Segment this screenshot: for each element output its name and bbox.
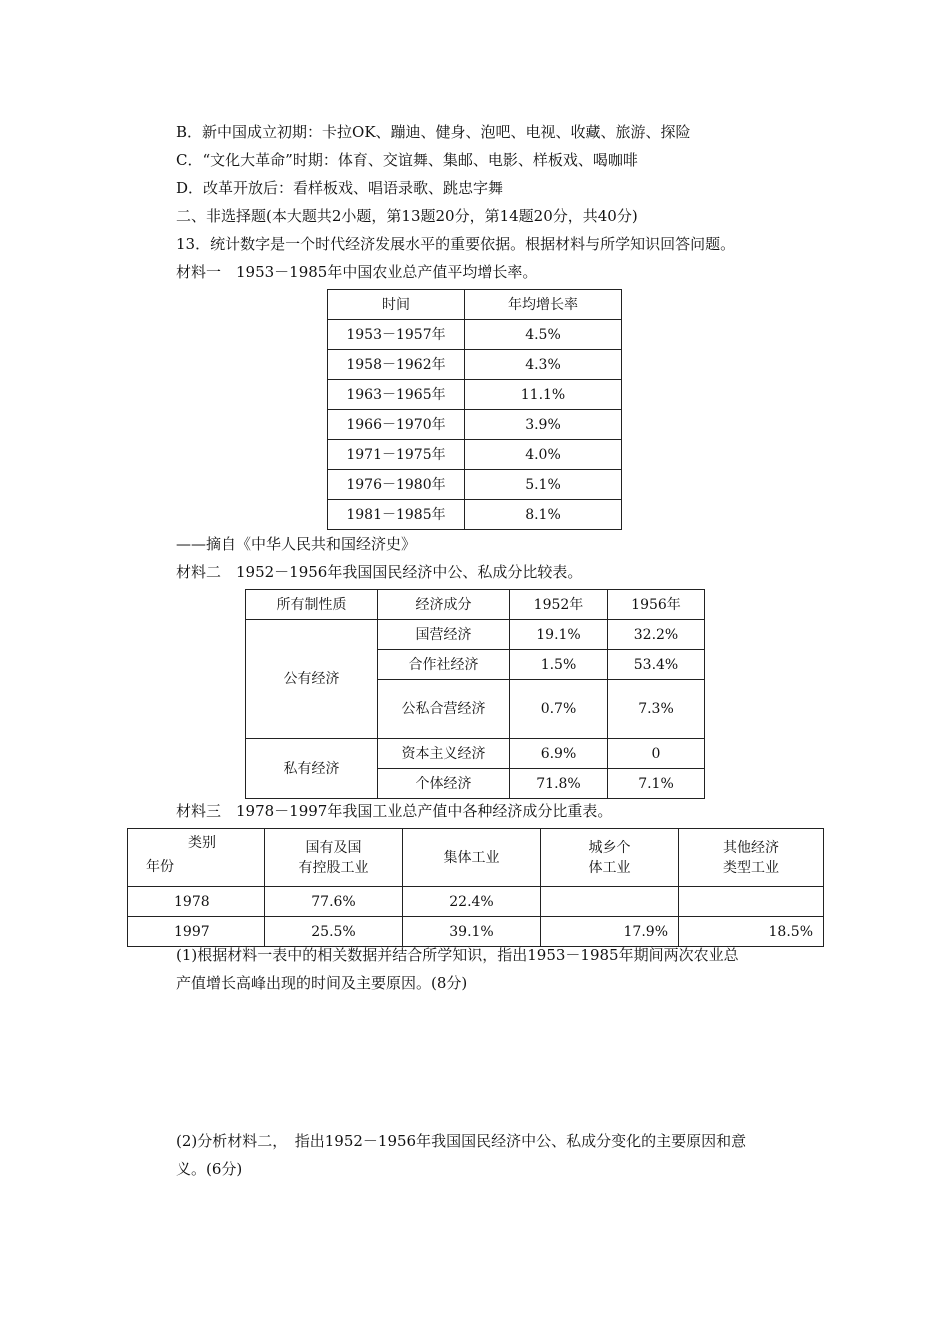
value-cell: 22.4% xyxy=(403,887,541,917)
material-1-caption: 材料一 1953－1985年中国农业总产值平均增长率。 xyxy=(176,263,538,281)
header-line: 国有及国 xyxy=(305,839,362,856)
growth-rate-cell: 11.1% xyxy=(465,380,622,410)
table-row xyxy=(328,440,622,470)
sector-cell: 公私合营经济 xyxy=(378,680,510,739)
value-1952-cell: 6.9% xyxy=(510,739,608,769)
period-cell: 1981－1985年 xyxy=(328,500,465,530)
table-row xyxy=(128,917,824,947)
year-cell: 1997 xyxy=(128,917,265,947)
material-2-table xyxy=(245,589,705,799)
growth-rate-cell: 4.0% xyxy=(465,440,622,470)
sector-cell: 资本主义经济 xyxy=(378,739,510,769)
period-cell: 1976－1980年 xyxy=(328,470,465,500)
ownership-cell: 公有经济 xyxy=(246,620,378,739)
table-row xyxy=(328,470,622,500)
header-line: 体工业 xyxy=(588,859,631,876)
value-1956-cell: 7.1% xyxy=(608,769,705,799)
option-d: D．改革开放后：看样板戏、唱语录歌、跳忠字舞 xyxy=(176,179,504,197)
table-row xyxy=(246,620,705,650)
table-row xyxy=(328,410,622,440)
period-cell: 1971－1975年 xyxy=(328,440,465,470)
growth-rate-cell: 4.3% xyxy=(465,350,622,380)
value-1956-cell: 0 xyxy=(608,739,705,769)
value-1952-cell: 1.5% xyxy=(510,650,608,680)
growth-rate-cell: 8.1% xyxy=(465,500,622,530)
sector-cell: 合作社经济 xyxy=(378,650,510,680)
table-row xyxy=(328,500,622,530)
table-header xyxy=(679,829,824,887)
question-1-line-2: 产值增长高峰出现的时间及主要原因。(8分) xyxy=(176,974,468,992)
table-row xyxy=(246,739,705,769)
value-cell: 25.5% xyxy=(265,917,403,947)
option-b: B．新中国成立初期：卡拉OK、蹦迪、健身、泡吧、电视、收藏、旅游、探险 xyxy=(176,123,691,141)
period-cell: 1953－1957年 xyxy=(328,320,465,350)
table-header: 1956年 xyxy=(608,590,705,620)
header-line: 城乡个 xyxy=(588,839,631,856)
value-cell xyxy=(679,887,824,917)
material-1-table xyxy=(327,289,622,530)
growth-rate-cell: 3.9% xyxy=(465,410,622,440)
material-3-table xyxy=(127,828,824,947)
table-row xyxy=(328,380,622,410)
question-2-line-1: (2)分析材料二， 指出1952－1956年我国国民经济中公、私成分变化的主要原因和意 xyxy=(176,1132,747,1150)
sector-cell: 国营经济 xyxy=(378,620,510,650)
table-header xyxy=(265,829,403,887)
table-header: 年均增长率 xyxy=(465,290,622,320)
header-line: 类型工业 xyxy=(723,859,779,876)
corner-year-label: 年份 xyxy=(146,859,174,875)
material-2-caption: 材料二 1952－1956年我国国民经济中公、私成分比较表。 xyxy=(176,563,583,581)
value-1952-cell: 0.7% xyxy=(510,680,608,739)
material-3-caption: 材料三 1978－1997年我国工业总产值中各种经济成分比重表。 xyxy=(176,802,613,820)
table-row xyxy=(128,887,824,917)
table-header: 集体工业 xyxy=(403,829,541,887)
table-header: 1952年 xyxy=(510,590,608,620)
period-cell: 1958－1962年 xyxy=(328,350,465,380)
header-line: 有控股工业 xyxy=(298,859,369,876)
corner-category-label: 类别 xyxy=(188,835,216,851)
header-line: 其他经济 xyxy=(723,839,779,856)
value-cell: 18.5% xyxy=(679,917,824,947)
value-cell: 17.9% xyxy=(541,917,679,947)
question-1-line-1: (1)根据材料一表中的相关数据并结合所学知识，指出1953－1985年期间两次农业总 xyxy=(176,946,739,964)
value-cell: 77.6% xyxy=(265,887,403,917)
value-1956-cell: 7.3% xyxy=(608,680,705,739)
value-1956-cell: 53.4% xyxy=(608,650,705,680)
period-cell: 1966－1970年 xyxy=(328,410,465,440)
corner-header xyxy=(128,829,265,887)
value-cell xyxy=(541,887,679,917)
table-row xyxy=(328,350,622,380)
table-header: 时间 xyxy=(328,290,465,320)
section-title: 二、非选择题(本大题共2小题，第13题20分，第14题20分，共40分) xyxy=(176,207,638,225)
table-header: 所有制性质 xyxy=(246,590,378,620)
question-2-line-2: 义。(6分) xyxy=(176,1160,243,1178)
table-header xyxy=(541,829,679,887)
value-1956-cell: 32.2% xyxy=(608,620,705,650)
table-header: 经济成分 xyxy=(378,590,510,620)
option-c: C．“文化大革命”时期：体育、交谊舞、集邮、电影、样板戏、喝咖啡 xyxy=(176,151,638,169)
value-1952-cell: 19.1% xyxy=(510,620,608,650)
growth-rate-cell: 5.1% xyxy=(465,470,622,500)
year-cell: 1978 xyxy=(128,887,265,917)
ownership-cell: 私有经济 xyxy=(246,739,378,799)
value-1952-cell: 71.8% xyxy=(510,769,608,799)
question-13-intro: 13．统计数字是一个时代经济发展水平的重要依据。根据材料与所学知识回答问题。 xyxy=(176,235,736,253)
table-row xyxy=(328,320,622,350)
sector-cell: 个体经济 xyxy=(378,769,510,799)
growth-rate-cell: 4.5% xyxy=(465,320,622,350)
material-1-source: ——摘自《中华人民共和国经济史》 xyxy=(176,535,417,553)
period-cell: 1963－1965年 xyxy=(328,380,465,410)
value-cell: 39.1% xyxy=(403,917,541,947)
